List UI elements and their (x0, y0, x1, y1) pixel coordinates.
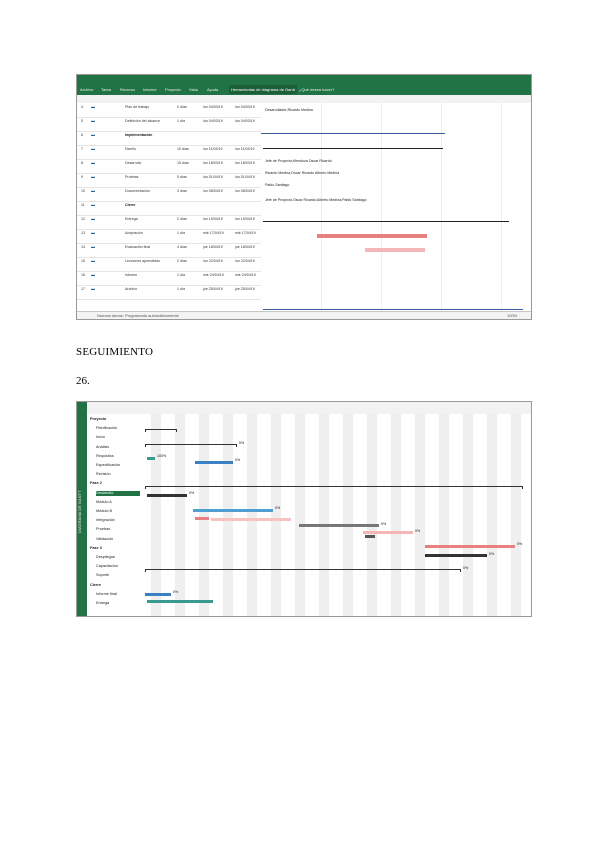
finish-cell: jue 18/04/19 (235, 245, 255, 249)
task-mode-icon[interactable]: ▬ (91, 118, 95, 123)
resource-label: Pablo Santiago (265, 183, 290, 187)
row-divider (77, 131, 261, 132)
duration-cell: 4 días (177, 245, 187, 249)
task-name[interactable]: Pruebas (96, 527, 111, 532)
task-name[interactable]: Informe final (96, 591, 117, 596)
start-cell: lun 08/04/19 (203, 189, 223, 193)
task-mode-icon[interactable]: ▬ (91, 286, 95, 291)
duration-cell: 10 días (177, 147, 189, 151)
task-name[interactable]: Módulo A (96, 499, 112, 504)
percent-complete-label: 0% (517, 542, 523, 546)
start-cell: mié 17/04/19 (203, 231, 224, 235)
tab-project[interactable]: Proyecto (165, 87, 181, 92)
finish-cell: lun 01/04/19 (235, 175, 255, 179)
task-name-cell[interactable]: Definición del alcance (125, 119, 160, 123)
task-mode-icon[interactable]: ▬ (91, 216, 95, 221)
start-cell: lun 04/03/19 (203, 119, 223, 123)
duration-cell: 3 días (177, 189, 187, 193)
resource-label: Jefe de Proyecto;Mendoza Oscar Ricardo (265, 159, 332, 163)
start-cell: lun 18/03/19 (203, 161, 223, 165)
percent-complete-label: 0% (489, 552, 495, 556)
start-cell: lun 11/03/19 (203, 147, 223, 151)
task-name-cell[interactable]: Entrega (125, 217, 138, 221)
task-name[interactable]: Despliegue (96, 555, 115, 559)
percent-complete-label: 0% (189, 491, 195, 495)
row-id: 15 (81, 259, 85, 263)
duration-cell: 2 días (177, 259, 187, 263)
tab-view[interactable]: Vista (189, 87, 198, 92)
gantt-view-label: DIAGRAMA DE GANTT (77, 490, 82, 534)
summary-cap (522, 486, 523, 489)
duration-cell: 1 día (177, 231, 185, 235)
task-mode-icon[interactable]: ▬ (91, 230, 95, 235)
task-mode-icon[interactable]: ▬ (91, 202, 95, 207)
critical-task-bar[interactable] (425, 545, 515, 548)
tab-help[interactable]: Ayuda (207, 87, 219, 92)
finish-cell: lun 04/03/19 (235, 105, 255, 109)
row-id: 7 (81, 147, 83, 151)
finish-cell: mié 17/04/19 (235, 231, 256, 235)
tell-me-search[interactable]: ¿Qué desea hacer? (299, 87, 335, 92)
title-bar (77, 75, 531, 84)
weekend-shade (439, 414, 449, 616)
task-name-cell[interactable]: Aceptación (125, 231, 143, 235)
weekend-shade (463, 414, 473, 616)
duration-cell: 2 días (177, 217, 187, 221)
completed-task-bar[interactable] (147, 600, 213, 603)
task-name-cell[interactable]: Implementación (125, 133, 153, 137)
task-name[interactable]: Análisis (96, 444, 110, 449)
finish-cell: lun 04/03/19 (235, 119, 255, 123)
tab-file[interactable]: Archivo (80, 87, 94, 92)
row-id: 17 (81, 287, 85, 291)
percent-complete-label: 0% (275, 506, 281, 510)
row-divider (77, 201, 261, 202)
weekend-shade (247, 414, 257, 616)
view-side-label (77, 402, 87, 616)
task-name[interactable]: Capacitación (96, 564, 118, 569)
weekend-shade (367, 414, 377, 616)
row-divider (77, 271, 261, 272)
critical-task-bar[interactable] (365, 248, 425, 252)
resource-label: Desarrollador;Ricardo Medina (265, 108, 313, 112)
task-bar[interactable] (195, 461, 233, 464)
task-name-cell[interactable]: Evaluación final (125, 245, 151, 249)
start-cell: jue 25/04/19 (203, 287, 223, 291)
task-name[interactable]: Requisitos (96, 453, 114, 458)
row-id: 12 (81, 217, 85, 221)
weekend-shade (511, 414, 521, 616)
gantt-chart (261, 103, 531, 311)
task-name[interactable]: Validación (96, 536, 114, 541)
tab-report[interactable]: Informe (143, 87, 157, 92)
task-bar[interactable] (145, 593, 171, 596)
weekend-shade (415, 414, 425, 616)
task-name[interactable]: Módulo B (96, 509, 113, 513)
weekend-shade (295, 414, 305, 616)
summary-bar[interactable] (263, 221, 509, 222)
row-id: 10 (81, 189, 85, 193)
summary-cap (176, 429, 177, 432)
summary-cap (145, 444, 146, 447)
tab-resource[interactable]: Recurso (120, 87, 135, 92)
finish-cell: jue 25/04/19 (235, 287, 255, 291)
task-bar[interactable] (299, 524, 379, 527)
task-name[interactable]: Proyecto (90, 417, 107, 421)
summary-cap (145, 429, 146, 432)
duration-cell: 5 días (177, 175, 187, 179)
row-divider (77, 257, 261, 258)
percent-complete-label: 0% (173, 590, 179, 594)
ribbon-tabs (77, 84, 531, 95)
weekend-shade (319, 414, 329, 616)
resource-label: Ricardo Medina;Oscar Ricardo Alberto Medina (265, 171, 340, 175)
duration-cell: 1 día (177, 287, 185, 291)
start-cell: lun 15/04/19 (203, 217, 223, 221)
task-name-cell[interactable]: Pruebas (125, 175, 139, 179)
task-name[interactable]: Entrega (96, 601, 110, 605)
task-name[interactable]: Fase 3 (90, 545, 102, 550)
finish-cell: lun 18/03/19 (235, 161, 255, 165)
row-divider (77, 173, 261, 174)
row-divider (77, 187, 261, 188)
summary-cap (236, 444, 237, 447)
critical-task-bar[interactable] (363, 531, 413, 534)
row-divider (77, 243, 261, 244)
start-cell: mié 24/04/19 (203, 273, 224, 277)
summary-bar[interactable] (263, 148, 443, 149)
duration-cell: 15 días (177, 161, 189, 165)
task-bar[interactable] (425, 554, 487, 557)
row-id: 6 (81, 133, 83, 137)
task-name[interactable]: Desarrollo (96, 491, 140, 496)
tab-gantt-tools[interactable]: Herramientas de diagrama de Gantt (231, 87, 295, 92)
status-new-tasks: Nuevas tareas: Programada automáticamente (97, 313, 179, 318)
task-name[interactable]: Inicio (96, 435, 105, 440)
row-divider (77, 285, 261, 286)
row-divider (77, 215, 261, 216)
row-id: 8 (81, 161, 83, 165)
row-divider (77, 299, 261, 300)
progress-line[interactable] (261, 133, 445, 134)
row-id: 16 (81, 273, 85, 277)
task-bar[interactable] (365, 535, 375, 538)
task-name[interactable]: Soporte (96, 573, 110, 578)
row-id: 14 (81, 245, 85, 249)
row-divider (77, 229, 261, 230)
weekend-shade (391, 414, 401, 616)
figure-number: 26. (76, 375, 90, 387)
task-mode-icon[interactable]: ▬ (91, 174, 95, 179)
weekend-shade (487, 414, 497, 616)
row-divider (77, 145, 261, 146)
row-divider (77, 159, 261, 160)
finish-cell: lun 11/03/19 (235, 147, 255, 151)
summary-bar[interactable] (145, 429, 177, 430)
row-id: 9 (81, 175, 83, 179)
task-mode-icon[interactable]: ▬ (91, 146, 95, 151)
task-name[interactable]: Revisión (96, 472, 111, 477)
completed-task-bar[interactable] (147, 457, 155, 460)
finish-cell: mié 24/04/19 (235, 273, 256, 277)
task-name-cell[interactable]: Lecciones aprendidas (125, 259, 160, 263)
section-title: SEGUIMIENTO (76, 346, 154, 358)
task-name-cell[interactable]: Diseño (125, 147, 137, 151)
row-id: 13 (81, 231, 85, 235)
task-name-cell[interactable]: Cierre (125, 203, 136, 207)
finish-cell: lun 22/04/19 (235, 259, 255, 263)
resource-label: Jefe de Proyecto;Oscar Ricardo;Alberto Medina;Pablo Santiago (265, 198, 367, 202)
summary-bar[interactable] (145, 569, 461, 570)
critical-task-bar[interactable] (147, 494, 187, 497)
task-mode-icon[interactable]: ▬ (91, 188, 95, 193)
percent-complete-label: 0% (381, 522, 387, 526)
row-divider (77, 117, 261, 118)
duration-cell: 0 días (177, 105, 187, 109)
finish-cell: lun 15/04/19 (235, 217, 255, 221)
percent-complete-label: 0% (415, 529, 421, 533)
weekend-shade (343, 414, 353, 616)
critical-task-bar[interactable] (317, 234, 427, 238)
row-id: 4 (81, 105, 83, 109)
start-cell: lun 22/04/19 (203, 259, 223, 263)
task-mode-icon[interactable]: ▬ (91, 132, 95, 137)
row-id: 5 (81, 119, 83, 123)
task-mode-icon[interactable]: ▬ (91, 104, 95, 109)
critical-task-bar[interactable] (195, 517, 209, 520)
duration-cell: 1 día (177, 273, 185, 277)
percent-complete-label: 0% (463, 566, 469, 570)
task-name[interactable]: Integración (96, 518, 115, 523)
percent-complete-label: 0% (235, 458, 241, 462)
progress-line[interactable] (263, 309, 523, 310)
start-cell: lun 01/04/19 (203, 175, 223, 179)
task-bar[interactable] (193, 509, 273, 512)
finish-cell: lun 08/04/19 (235, 189, 255, 193)
start-cell: lun 04/03/19 (203, 105, 223, 109)
task-name-column (87, 414, 144, 616)
status-bar (77, 311, 531, 320)
task-mode-icon[interactable]: ▬ (91, 272, 95, 277)
task-name-cell[interactable]: Informe (125, 273, 138, 277)
summary-bar[interactable] (145, 486, 523, 487)
task-name-cell[interactable]: Documentación (125, 189, 150, 193)
percent-complete-label: 0% (239, 441, 245, 445)
task-name[interactable]: Fase 2 (90, 481, 102, 486)
task-name-cell[interactable]: Archivo (125, 287, 137, 291)
project-screenshot-2 (76, 401, 532, 617)
zoom-level[interactable]: 100% (507, 313, 518, 318)
summary-cap (145, 569, 146, 572)
weekend-shade (271, 414, 281, 616)
gantt-chart-2 (143, 414, 531, 616)
duration-cell: 1 día (177, 119, 185, 123)
percent-complete-label: 100% (157, 454, 167, 458)
project-screenshot-1 (76, 74, 532, 320)
task-name[interactable]: Planificación (96, 426, 118, 431)
slack-bar[interactable] (211, 518, 291, 521)
summary-bar[interactable] (145, 444, 237, 445)
tab-task[interactable]: Tarea (101, 87, 112, 92)
row-id: 11 (81, 203, 85, 207)
task-mode-icon[interactable]: ▬ (91, 244, 95, 249)
task-name[interactable]: Especificación (96, 463, 121, 467)
task-mode-icon[interactable]: ▬ (91, 258, 95, 263)
summary-cap (460, 569, 461, 572)
task-grid (77, 103, 262, 311)
task-mode-icon[interactable]: ▬ (91, 160, 95, 165)
start-cell: jue 18/04/19 (203, 245, 223, 249)
task-name-cell[interactable]: Desarrollo (125, 161, 142, 165)
task-name[interactable]: Cierre (90, 582, 101, 587)
task-name-cell[interactable]: Plan de trabajo (125, 105, 150, 109)
summary-cap (145, 486, 146, 489)
